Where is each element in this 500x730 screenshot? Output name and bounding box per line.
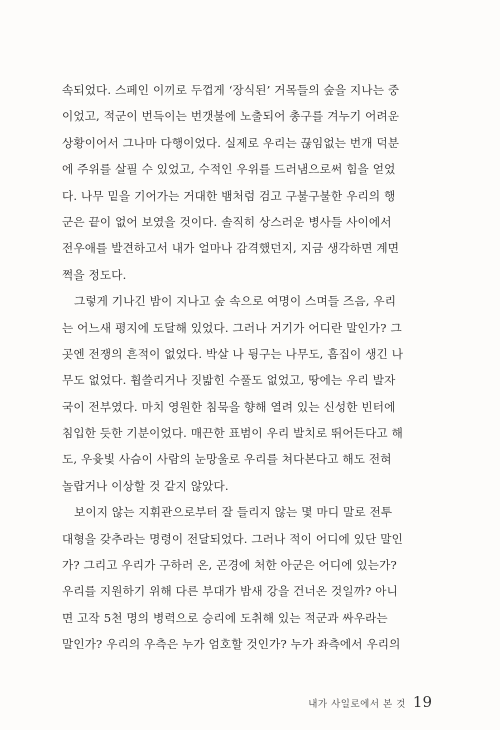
text-line: 무도 없었다. 휩쓸리거나 짓밟힌 수풀도 없었고, 땅에는 우리 발자 (62, 373, 396, 388)
running-title: 내가 사일로에서 본 것 (308, 699, 406, 710)
text-line: 상황이어서 그나마 다행이었다. 실제로 우리는 끊임없는 번개 덕분 (62, 135, 400, 150)
text-line: 도, 우윳빛 사슴이 사람의 눈망울로 우리를 쳐다본다고 해도 전혀 (62, 452, 392, 467)
page-number: 19 (412, 693, 432, 711)
body-text (62, 77, 434, 658)
text-line: 쩍을 정도다. (62, 267, 127, 282)
text-line: 는 어느새 평지에 도달해 있었다. 그러나 거기가 어디란 말인가? 그 (62, 320, 402, 335)
text-line: 침입한 듯한 기분이었다. 매끈한 표범이 우리 발치로 뛰어든다고 해 (62, 426, 403, 441)
text-line: 대형을 갖추라는 명령이 전달되었다. 그러나 적이 어디에 있단 말인 (62, 531, 403, 546)
text-line: 전우애를 발견하고서 내가 얼마나 감격했던지, 지금 생각하면 계면 (62, 241, 400, 256)
paragraph-start-line: 그렇게 기나긴 밤이 지나고 숲 속으로 여명이 스며들 즈음, 우리 (74, 294, 397, 309)
text-line: 군은 끝이 없어 보였을 것이다. 솔직히 상스러운 병사들 사이에서 (62, 214, 392, 229)
text-line: 에 주위를 살필 수 있었고, 수적인 우위를 드러냄으로써 힘을 얻었 (62, 162, 396, 177)
text-line: 놀랍거나 이상할 것 같지 않았다. (62, 478, 229, 493)
paragraph-start-line: 보이지 않는 지휘관으로부터 잘 들리지 않는 몇 마디 말로 전투 (74, 505, 393, 520)
text-line: 우리를 지원하기 위해 다른 부대가 밤새 강을 건너온 것일까? 아니 (62, 584, 398, 599)
text-line: 말인가? 우리의 우측은 누가 엄호할 것인가? 누가 좌측에서 우리의 (62, 637, 401, 652)
page-footer (308, 693, 432, 711)
text-line: 가? 그리고 우리가 구하러 온, 곤경에 처한 아군은 어디에 있는가? (62, 558, 397, 573)
text-line: 다. 나무 밑을 기어가는 거대한 뱀처럼 검고 구불구불한 우리의 행 (62, 188, 396, 203)
text-line: 속되었다. 스페인 이끼로 두껍게 ‘장식된’ 거목들의 숲을 지나는 중 (62, 83, 400, 97)
text-line: 면 고작 5천 명의 병력으로 승리에 도취해 있는 적군과 싸우라는 (62, 610, 388, 625)
text-line: 국이 전부였다. 마치 영원한 침묵을 향해 열려 있는 신성한 빈터에 (62, 399, 396, 414)
text-line: 이었고, 적군이 번득이는 번갯불에 노출되어 총구를 겨누기 어려운 (62, 109, 400, 124)
text-line: 곳엔 전쟁의 흔적이 없었다. 박살 나 뒹구는 나무도, 흠집이 생긴 나 (62, 346, 404, 361)
